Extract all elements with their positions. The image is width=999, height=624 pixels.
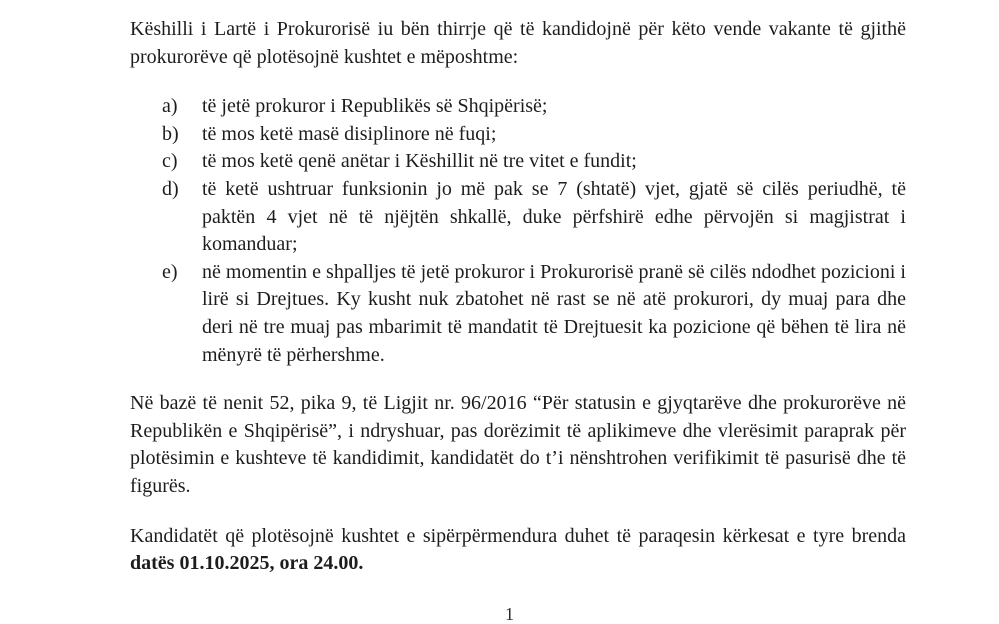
list-item-text: të mos ketë qenë anëtar i Këshillit në tre vitet e fundit; [202,150,637,173]
intro-paragraph: Këshilli i Lartë i Prokurorisë iu bën thirrje që të kandidojnë për këto vende vakante të gjithë prokurorëve që plotësojnë kushtet e mëposhtme: [130,18,906,68]
list-item-text: të jetë prokuror i Republikës së Shqipërisë; [202,95,548,118]
deadline-paragraph [130,523,906,578]
list-item-text: të ketë ushtruar funksionin jo më pak se 7 (shtatë) vjet, gjatë së cilës periudhë, të paktën 4 vjet në të njëjtën shkallë, duke përfshirë edhe përvojën si magjistrat i komanduar; [202,177,906,256]
page-number: 1 [505,604,514,624]
list-item [130,148,906,176]
list-item-text: në momentin e shpalljes të jetë prokuror i Prokurorisë pranë së cilës ndodhet pozicioni i lirë si Drejtues. Ky kusht nuk zbatohet në rast se në atë prokurori, dy muaj para dhe deri në tre muaj pas mbarimit të mandatit të Drejtuesit ka pozicione që bëhen të lira në mënyrë të përhershme. [202,260,906,366]
list-item [130,121,906,149]
list-item-marker: d) [162,177,179,200]
deadline-paragraph-lead: Kandidatët që plotësojnë kushtet e sipërpërmendura duhet të paraqesin kërkesat e tyre brenda [130,524,906,547]
list-item-text: të mos ketë masë disiplinore në fuqi; [202,122,497,145]
list-item-marker: a) [162,95,178,118]
list-item-marker: e) [162,260,178,283]
document-page [130,16,906,600]
conditions-list [130,93,906,369]
list-item-marker: c) [162,150,178,173]
legal-basis-paragraph: Në bazë të nenit 52, pika 9, të Ligjit nr. 96/2016 “Për statusin e gjyqtarëve dhe prokurorëve në Republikën e Shqipërisë”, i ndryshuar, pas dorëzimit të aplikimeve dhe vlerësimit paraprak për plotësimin e kushteve të kandidimit, kandidatët do t’i nënshtrohen verifikimit të pasurisë dhe të figurës. [130,392,906,497]
list-item [130,93,906,121]
list-item [130,176,906,259]
deadline-date: datës 01.10.2025, ora 24.00. [130,552,364,575]
list-item-marker: b) [162,122,179,145]
list-item [130,259,906,369]
